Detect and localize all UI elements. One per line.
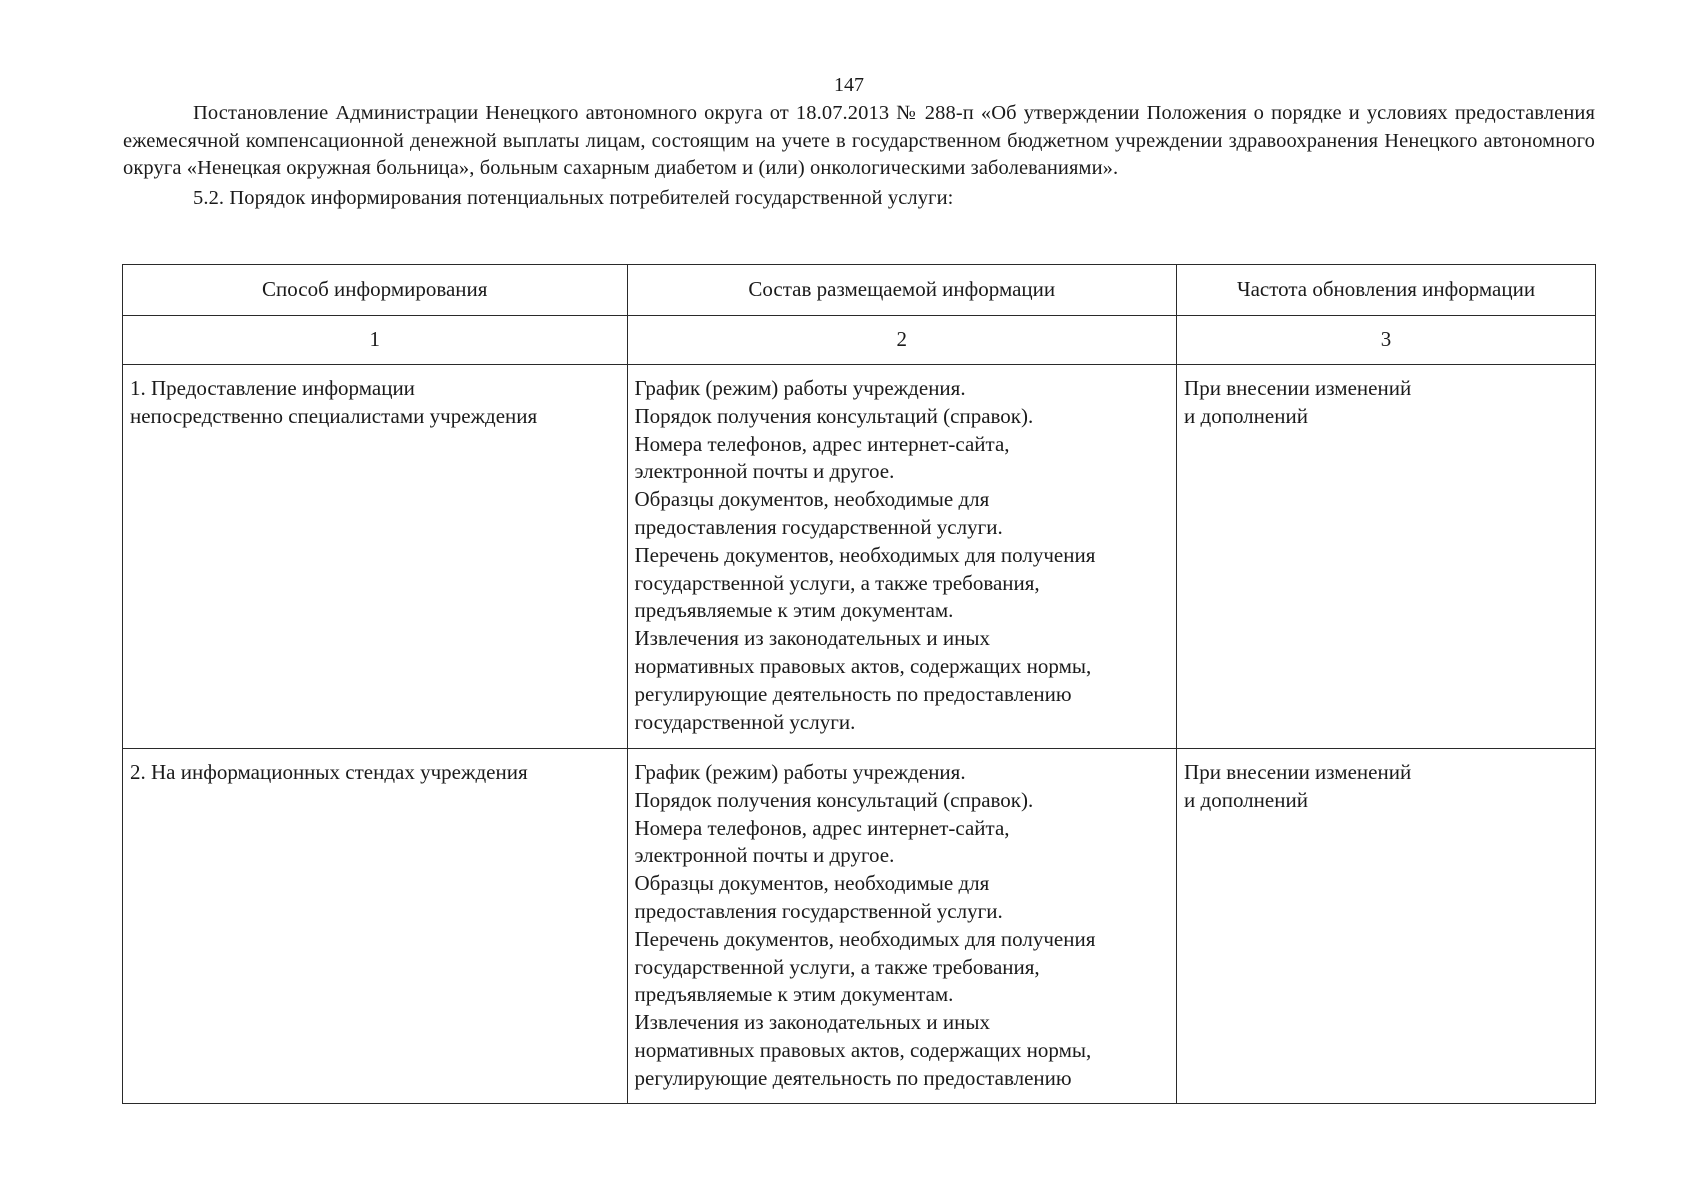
cell-line: Образцы документов, необходимые для [634,871,990,896]
content-cell [627,749,1177,1104]
content-cell [627,365,1177,749]
information-table [122,264,1596,1104]
column-number: 1 [123,316,628,365]
cell-line: предъявляемые к этим документам. [634,598,954,623]
table-row [123,365,1596,749]
column-number: 2 [627,316,1177,365]
frequency-cell [1177,365,1596,749]
cell-line: При внесении изменений [1184,376,1412,400]
page-number: 147 [834,74,864,96]
section-subheading: 5.2. Порядок информирования потенциальных потребителей государственной услуги: [193,186,954,209]
table-header-row [123,265,1596,316]
cell-line: 1. Предоставление информации [130,376,415,400]
cell-line: График (режим) работы учреждения. [634,760,966,784]
cell-line: и дополнений [1184,787,1308,812]
cell-line: предоставления государственной услуги. [634,514,1003,539]
frequency-cell [1177,749,1596,1104]
cell-line: Перечень документов, необходимых для получения [634,926,1096,951]
column-number-row [123,316,1596,365]
header-content: Состав размещаемой информации [627,265,1177,316]
cell-line: государственной услуги, а также требования, [634,954,1040,979]
cell-line: При внесении изменений [1184,760,1412,784]
cell-line: Порядок получения консультаций (справок). [634,403,1034,428]
header-method: Способ информирования [123,265,628,316]
intro-block [123,100,1595,212]
cell-line: Извлечения из законодательных и иных [634,626,991,651]
column-number: 3 [1177,316,1596,365]
cell-line: Перечень документов, необходимых для получения [634,542,1096,567]
cell-line: и дополнений [1184,403,1308,428]
cell-line: электронной почты и другое. [634,843,895,868]
cell-line: нормативных правовых актов, содержащих нормы, [634,1037,1092,1062]
cell-line: предъявляемые к этим документам. [634,982,954,1007]
intro-paragraph: Постановление Администрации Ненецкого автономного округа от 18.07.2013 № 288-п «Об утверждении Положения о порядке и условиях предоставления ежемесячной компенсационной денежной выплаты лицам, состоящим на учете в государственном бюджетном учреждении здравоохранения Ненецкого автономного округа «Ненецкая окружная больница», больным сахарным диабетом и (или) онкологическими заболеваниями». [123,102,1595,179]
cell-line: предоставления государственной услуги. [634,898,1003,923]
method-cell [123,365,628,749]
cell-line: Образцы документов, необходимые для [634,487,990,512]
header-frequency: Частота обновления информации [1177,265,1596,316]
cell-line: Номера телефонов, адрес интернет-сайта, [634,815,1010,840]
cell-line: непосредственно специалистами учреждения [130,403,538,428]
cell-line: нормативных правовых актов, содержащих нормы, [634,653,1092,678]
method-cell [123,749,628,1104]
cell-line: государственной услуги, а также требования, [634,570,1040,595]
cell-line: Порядок получения консультаций (справок). [634,787,1034,812]
cell-line: Извлечения из законодательных и иных [634,1010,991,1035]
cell-line: Номера телефонов, адрес интернет-сайта, [634,431,1010,456]
cell-line: регулирующие деятельность по предоставлению [634,681,1072,706]
table-row [123,749,1596,1104]
cell-line: регулирующие деятельность по предоставлению [634,1065,1072,1090]
cell-line: График (режим) работы учреждения. [634,376,966,400]
cell-line: государственной услуги. [634,709,856,734]
cell-line: электронной почты и другое. [634,459,895,484]
cell-line: 2. На информационных стендах учреждения [130,760,528,784]
